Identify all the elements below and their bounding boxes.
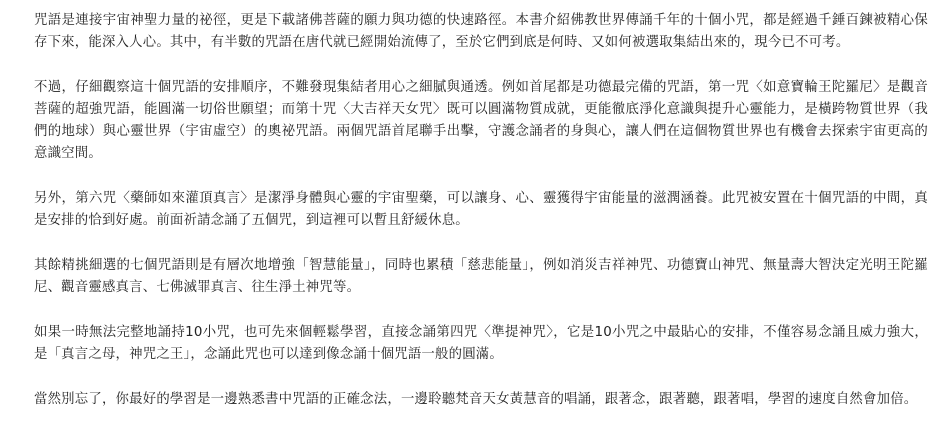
paragraph-learning-tip: 當然別忘了，你最好的學習是一邊熟悉書中咒語的正確念法，一邊聆聽梵音天女黃慧音的唱誦，跟著念，跟著聽，跟著唱，學習的速度自然會加倍。 (34, 392, 918, 407)
paragraph-cundi: 如果一時無法完整地誦持10小咒，也可先來個輕鬆學習，直接念誦第四咒〈準提神咒〉，它是10小咒之中最貼心的安排，不僅容易念誦且威力強大，是「真言之母，神咒之王」，念誦此咒也可以達到像念誦十個咒語一般的圓滿。 (34, 325, 928, 362)
paragraph-intro: 咒語是連接宇宙神聖力量的祕徑，更是下載諸佛菩薩的願力與功德的快速路徑。本書介紹佛教世界傳誦千年的十個小咒，都是經過千錘百鍊被精心保存下來，能深入人心。其中，有半數的咒語在唐代就已經開始流傳了，至於它們到底是何時、又如何被選取集結出來的，現今已不可考。 (34, 13, 928, 50)
paragraph-other-mantras: 其餘精挑細選的七個咒語則是有層次地增強「智慧能量」，同時也累積「慈悲能量」，例如消災吉祥神咒、功德寶山神咒、無量壽大智決定光明王陀羅尼、觀音靈感真言、七佛滅罪真言、往生淨土神咒等。 (34, 258, 928, 295)
paragraph-medicine-buddha: 另外，第六咒〈藥師如來灌頂真言〉是潔淨身體與心靈的宇宙聖藥，可以讓身、心、靈獲得宇宙能量的滋潤涵養。此咒被安置在十個咒語的中間，真是安排的恰到好處。前面祈請念誦了五個咒，到這裡可以暫且舒緩休息。 (34, 191, 928, 228)
paragraph-order: 不過，仔細觀察這十個咒語的安排順序，不難發現集結者用心之細膩與通透。例如首尾都是功德最完備的咒語，第一咒〈如意寶輪王陀羅尼〉是觀音菩薩的超強咒語，能圓滿一切俗世願望；而第十咒〈大吉祥天女咒〉既可以圓滿物質成就，更能徹底淨化意識與提升心靈能力，是橫跨物質世界（我們的地球）與心靈世界（宇宙虛空）的奧祕咒語。兩個咒語首尾聯手出擊，守護念誦者的身與心，讓人們在這個物質世界也有機會去探索宇宙更高的意識空間。 (34, 80, 928, 161)
